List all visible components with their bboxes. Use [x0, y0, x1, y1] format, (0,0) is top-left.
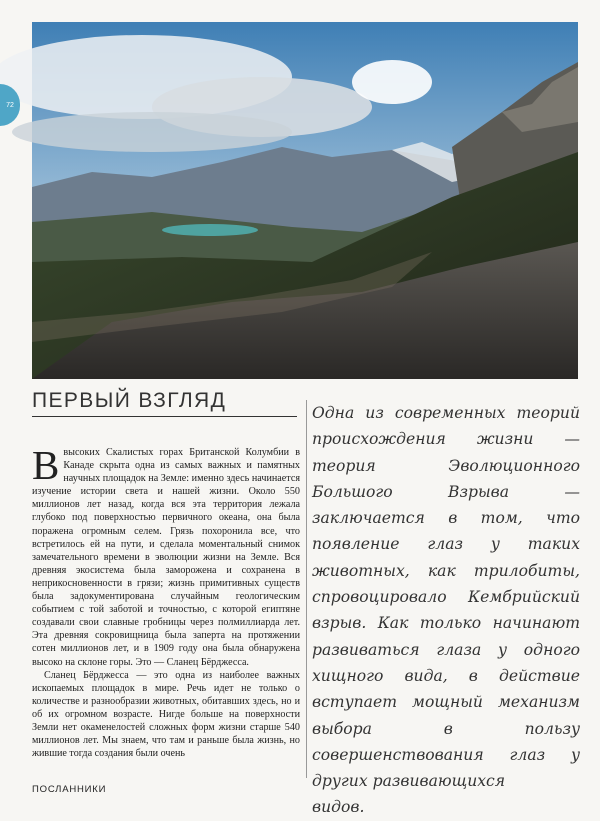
pull-quote [312, 400, 580, 821]
paragraph-1-text: высоких Скалистых горах Британской Колумбии в Канаде скрыта одна из самых важных и памятных научных площадок на Земле: именно здесь начинается изучение истории света и нашей жизни. Около 550 миллионов лет назад, когда вся эта территория лежала глубоко под поверхностью первичного океана, она была поражена огромным селем. Грязь похоронила все, что встретилось ей на пути, и сделала моментальный снимок замечательного времени в эволюции жизни на Земле. Вся древняя экосистема была заморожена и сохранена в неприкосновенности в грязи; жизнь примитивных существ была задокументирована случайным геологическим событием с той заботой и точностью, с которой египтяне создавали свои славные гробницы через полмиллиарда лет. Эта древняя сокровищница была заперта на протяжении сотен миллионов лет, и в 1909 году она была обнаружена высоко на склоне горы. Это — Сланец Бёрджесса. [32, 447, 300, 668]
paragraph-1 [32, 442, 300, 669]
pull-quote-last-line: видов. [312, 798, 365, 817]
running-footer: ПОСЛАННИКИ [32, 784, 107, 795]
pull-quote-text: Одна из современных теорий происхождения жизни — теория Эволюционного Большого Взрыва — заключается в том, что появление глаз у таких животных, как трилобиты, спровоцировало Кембрийский взрыв. Как только начинают развиваться глаза у одного хищного вида, в действие вступает мощный механизм выбора в пользу совершенствования глаз у других развивающихся [312, 404, 580, 791]
paragraph-2: Сланец Бёрджесса — это одна из наиболее важных ископаемых площадок в мире. Речь идет не только о количестве и разнообразии животных, обитавших здесь, но и об их огромном возрасте. Нигде больше на поверхности Земли нет окаменелостей сложных форм жизни старше 540 миллионов лет. Мы знаем, что там и раньше была жизнь, но жившие тогда создания были очень [32, 669, 300, 760]
landscape-photo [32, 22, 578, 379]
heading-underline [32, 416, 297, 417]
article-body [32, 442, 300, 760]
section-heading: ПЕРВЫЙ ВЗГЛЯД [32, 389, 227, 412]
drop-cap: В [32, 442, 60, 488]
landscape-illustration [32, 22, 578, 379]
page-number: 72 [6, 101, 14, 109]
pull-quote-divider [306, 400, 307, 778]
